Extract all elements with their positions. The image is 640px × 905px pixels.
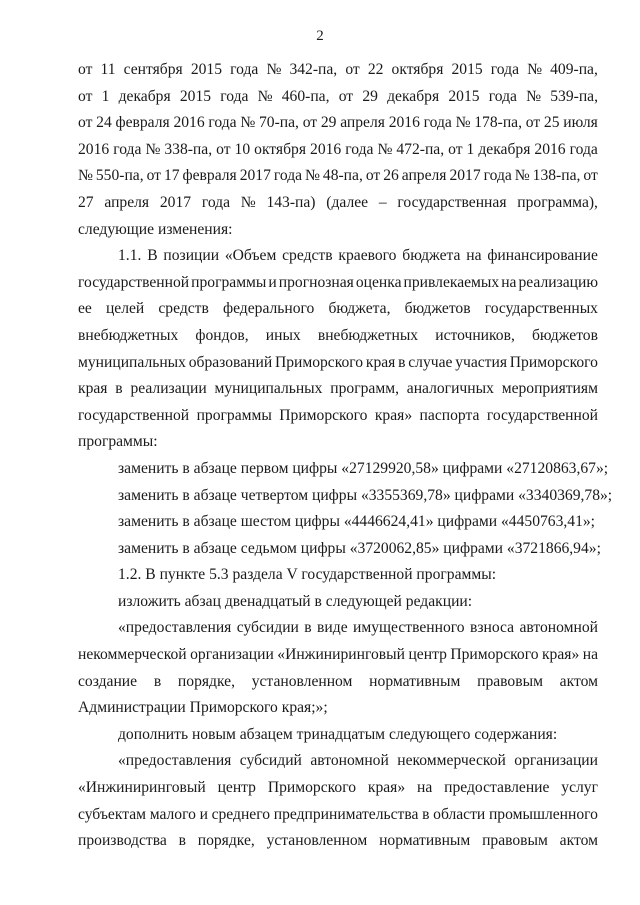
text-line bbox=[78, 615, 598, 642]
word: 338-па, bbox=[164, 140, 213, 158]
word: программы bbox=[196, 406, 272, 424]
text-line bbox=[78, 57, 598, 84]
word: от bbox=[146, 167, 161, 185]
word: 25 bbox=[543, 114, 560, 132]
word: (далее bbox=[326, 193, 369, 211]
text-line bbox=[78, 190, 598, 217]
line-text: следующие изменения: bbox=[78, 220, 233, 238]
word: года bbox=[220, 87, 249, 105]
word: от bbox=[78, 61, 93, 78]
word: государственной bbox=[78, 273, 190, 291]
word: участия bbox=[455, 353, 508, 371]
word: промышленного bbox=[488, 805, 598, 823]
word: 539-па, bbox=[550, 87, 598, 105]
word: случае bbox=[408, 353, 453, 371]
word: апреля bbox=[401, 167, 447, 185]
word: услуг bbox=[561, 779, 598, 797]
word: 70-па, bbox=[259, 114, 299, 132]
text-line bbox=[78, 296, 598, 323]
word: края» bbox=[541, 646, 580, 664]
word: и bbox=[268, 273, 277, 291]
document-body bbox=[78, 57, 613, 855]
word: средств bbox=[282, 247, 333, 265]
word: февраля bbox=[182, 167, 237, 185]
word: на bbox=[466, 247, 482, 265]
word: года bbox=[490, 61, 520, 78]
word: от bbox=[78, 87, 93, 105]
word: года bbox=[113, 140, 142, 158]
word: «Объем bbox=[224, 247, 277, 265]
word: 1.1. bbox=[118, 247, 142, 265]
word: паспорта bbox=[419, 406, 480, 424]
text-line bbox=[78, 456, 609, 483]
word: бюджета, bbox=[328, 300, 391, 318]
word: от bbox=[302, 114, 318, 132]
word: субсидии bbox=[236, 619, 299, 637]
word: в bbox=[115, 380, 123, 398]
word: сентября bbox=[123, 61, 183, 78]
word: государственной bbox=[486, 406, 598, 424]
word: года bbox=[208, 114, 237, 132]
word: программ, bbox=[330, 380, 399, 398]
word: 48-па, bbox=[322, 167, 363, 185]
word: года bbox=[273, 167, 303, 185]
word: года bbox=[569, 140, 598, 158]
word: и bbox=[199, 805, 208, 823]
word: в bbox=[304, 619, 312, 637]
word: «Инжиниринговый bbox=[277, 646, 405, 664]
word: 2015 bbox=[448, 87, 480, 105]
word: Приморского bbox=[279, 406, 368, 424]
word: субъектам bbox=[78, 805, 147, 823]
word: декабря bbox=[387, 87, 440, 105]
word: года bbox=[488, 87, 517, 105]
word: от bbox=[345, 61, 360, 78]
word: на bbox=[582, 646, 598, 664]
word: № bbox=[514, 167, 530, 185]
word: 1 bbox=[466, 140, 475, 158]
word: 143-па) bbox=[266, 193, 316, 211]
word: края» bbox=[367, 779, 406, 797]
word: 472-па, bbox=[396, 140, 445, 158]
word: 24 bbox=[96, 114, 112, 132]
word: края» bbox=[374, 406, 413, 424]
word: муниципальных bbox=[214, 380, 323, 398]
word: финансирование bbox=[487, 247, 598, 265]
word: № bbox=[266, 61, 282, 78]
word: 2017 bbox=[449, 167, 481, 185]
text-line bbox=[78, 642, 598, 669]
word: края bbox=[365, 353, 396, 371]
word: муниципальных bbox=[78, 353, 186, 371]
word: установленном bbox=[266, 832, 368, 850]
word: центр bbox=[217, 779, 256, 797]
word: производства bbox=[78, 832, 167, 850]
word: – bbox=[378, 193, 387, 211]
word: от bbox=[216, 140, 231, 158]
word: в bbox=[398, 353, 406, 371]
word: порядке, bbox=[177, 672, 235, 690]
word: реализацию bbox=[518, 273, 598, 291]
word: реализации bbox=[130, 380, 207, 398]
word: года bbox=[483, 167, 512, 185]
word: бюджета bbox=[402, 247, 461, 265]
word: предпринимательства bbox=[273, 805, 419, 823]
word: 342-па, bbox=[289, 61, 338, 78]
word: апреля bbox=[104, 193, 150, 211]
word: предоставление bbox=[444, 779, 550, 797]
word: 11 bbox=[100, 61, 116, 78]
word: актом bbox=[559, 672, 598, 690]
word: 2015 bbox=[179, 87, 212, 105]
word: нормативным bbox=[369, 672, 461, 690]
word: 409-па, bbox=[550, 61, 598, 78]
word: прогнозная bbox=[278, 273, 354, 291]
word: «Инжиниринговый bbox=[78, 779, 206, 797]
word: 22 bbox=[367, 61, 384, 78]
word: № bbox=[240, 193, 256, 211]
word: от bbox=[525, 114, 541, 132]
line-text: изложить абзац двенадцатый в следующей редакции: bbox=[118, 592, 473, 610]
word: 2015 bbox=[451, 61, 483, 78]
word: № bbox=[145, 140, 161, 158]
word: 460-па, bbox=[281, 87, 330, 105]
word: области bbox=[433, 805, 486, 823]
text-line bbox=[78, 483, 613, 510]
line-text: Администрации Приморского края;»; bbox=[78, 699, 328, 717]
word: октября bbox=[254, 140, 306, 158]
word: октября bbox=[391, 61, 444, 78]
word: привлекаемых bbox=[403, 273, 500, 291]
word: 2017 bbox=[239, 167, 271, 185]
word: года bbox=[230, 61, 259, 78]
word: № bbox=[78, 167, 93, 185]
text-line bbox=[78, 137, 598, 164]
text-line bbox=[78, 775, 598, 802]
word: от bbox=[338, 87, 354, 105]
line-text: программы: bbox=[78, 433, 158, 451]
word: на bbox=[501, 273, 517, 291]
word: в bbox=[178, 832, 186, 850]
word: Приморского bbox=[509, 353, 598, 371]
word: образований bbox=[188, 353, 273, 371]
word: позиции bbox=[163, 247, 220, 265]
word: организации bbox=[190, 646, 274, 664]
word: 10 bbox=[234, 140, 251, 158]
word: 26 bbox=[383, 167, 399, 185]
word: взноса bbox=[469, 619, 515, 637]
word: № bbox=[526, 87, 542, 105]
text-line bbox=[78, 536, 601, 563]
word: программы bbox=[191, 273, 267, 291]
word: декабря bbox=[118, 87, 171, 105]
word: имущественного bbox=[353, 619, 465, 637]
word: в bbox=[422, 805, 430, 823]
word: края bbox=[78, 380, 108, 398]
text-line bbox=[78, 376, 598, 403]
text-line bbox=[78, 84, 598, 111]
word: 2017 bbox=[159, 193, 192, 211]
word: правовым bbox=[477, 672, 543, 690]
line-text: 1.2. В пункте 5.3 раздела V государственной программы: bbox=[118, 566, 497, 584]
text-line bbox=[78, 669, 598, 696]
word: «предоставления bbox=[118, 752, 232, 770]
word: внебюджетных bbox=[317, 326, 419, 344]
word: от bbox=[365, 167, 381, 185]
text-line bbox=[78, 350, 598, 377]
word: 29 bbox=[320, 114, 337, 132]
word: 2016 bbox=[388, 114, 420, 132]
word: 2016 bbox=[173, 114, 205, 132]
word: от bbox=[583, 167, 598, 185]
word: целей bbox=[105, 300, 145, 318]
word: 178-па, bbox=[474, 114, 522, 132]
word: нормативным bbox=[379, 832, 471, 850]
word: некоммерческой bbox=[397, 752, 506, 770]
word: 17 bbox=[163, 167, 180, 185]
word: № bbox=[377, 140, 393, 158]
word: источников, bbox=[435, 326, 515, 344]
word: Приморского bbox=[274, 353, 364, 371]
word: государственной bbox=[78, 406, 190, 424]
word: года bbox=[345, 140, 374, 158]
text-line bbox=[78, 722, 598, 749]
word: № bbox=[240, 114, 256, 132]
word: в bbox=[153, 672, 162, 690]
word: мероприятиям bbox=[501, 380, 598, 398]
text-line bbox=[78, 589, 598, 616]
word: 2016 bbox=[78, 140, 110, 158]
text-line bbox=[78, 403, 598, 430]
word: автономной bbox=[310, 752, 389, 770]
word: правовым bbox=[482, 832, 548, 850]
word: виде bbox=[317, 619, 348, 637]
word: Приморского bbox=[267, 779, 357, 797]
word: 138-па, bbox=[532, 167, 581, 185]
text-line bbox=[78, 429, 598, 456]
word: бюджетов bbox=[404, 300, 471, 318]
word: федерального bbox=[222, 300, 315, 318]
word: В bbox=[147, 247, 158, 265]
word: государственная bbox=[397, 193, 507, 211]
word: бюджетов bbox=[531, 326, 598, 344]
word: года bbox=[201, 193, 231, 211]
word: февраля bbox=[115, 114, 170, 132]
text-line bbox=[78, 748, 598, 775]
word: актом bbox=[559, 832, 598, 850]
text-line bbox=[78, 243, 598, 270]
text-line bbox=[78, 802, 598, 829]
word: установленном bbox=[251, 672, 353, 690]
word: 550-па, bbox=[95, 167, 144, 185]
word: Приморского bbox=[450, 646, 539, 664]
word: фондов, bbox=[195, 326, 249, 344]
line-text: дополнить новым абзацем тринадцатым следующего содержания: bbox=[118, 725, 558, 743]
word: государственных bbox=[484, 300, 598, 318]
word: № bbox=[455, 114, 471, 132]
word: иных bbox=[265, 326, 301, 344]
word: 29 bbox=[362, 87, 378, 105]
word: среднего bbox=[211, 805, 271, 823]
page-number: 2 bbox=[316, 28, 324, 44]
word: аналогичных bbox=[406, 380, 494, 398]
word: на bbox=[417, 779, 433, 797]
text-line bbox=[78, 695, 598, 722]
word: организации bbox=[514, 752, 598, 770]
word: от bbox=[448, 140, 463, 158]
word: № bbox=[527, 61, 543, 78]
text-line bbox=[78, 828, 598, 855]
word: порядке, bbox=[197, 832, 255, 850]
word: апреля bbox=[340, 114, 385, 132]
word: декабря bbox=[478, 140, 531, 158]
word: № bbox=[257, 87, 273, 105]
word: 2016 bbox=[310, 140, 342, 158]
text-line bbox=[78, 163, 598, 190]
word: 2016 bbox=[534, 140, 566, 158]
word: года bbox=[423, 114, 452, 132]
word: № bbox=[305, 167, 320, 185]
word: от bbox=[78, 114, 93, 132]
word: автономной bbox=[519, 619, 598, 637]
word: ее bbox=[78, 300, 92, 318]
word: малого bbox=[149, 805, 196, 823]
word: оценка bbox=[355, 273, 402, 291]
word: средств bbox=[158, 300, 209, 318]
word: 1 bbox=[101, 87, 110, 105]
word: краевого bbox=[338, 247, 397, 265]
text-line bbox=[78, 562, 598, 589]
word: июля bbox=[563, 114, 598, 132]
line-text: заменить в абзаце четвертом цифры «3355369,78» цифрами «3340369,78»; bbox=[118, 486, 613, 504]
line-text: заменить в абзаце седьмом цифры «3720062,85» цифрами «3721866,94»; bbox=[118, 539, 601, 557]
word: 2015 bbox=[190, 61, 223, 78]
word: центр bbox=[408, 646, 447, 664]
line-text: заменить в абзаце шестом цифры «4446624,41» цифрами «4450763,41»; bbox=[118, 513, 596, 531]
word: некоммерческой bbox=[78, 646, 187, 664]
word: «предоставления bbox=[118, 619, 232, 637]
text-line bbox=[78, 323, 598, 350]
text-line bbox=[78, 217, 598, 244]
text-line bbox=[78, 110, 598, 137]
word: программа), bbox=[517, 193, 598, 211]
word: внебюджетных bbox=[78, 326, 179, 344]
word: создание bbox=[78, 672, 138, 690]
text-line bbox=[78, 270, 598, 297]
text-line bbox=[78, 509, 598, 536]
word: субсидий bbox=[239, 752, 302, 770]
line-text: заменить в абзаце первом цифры «27129920,58» цифрами «27120863,67»; bbox=[118, 459, 609, 477]
word: 27 bbox=[78, 193, 94, 211]
